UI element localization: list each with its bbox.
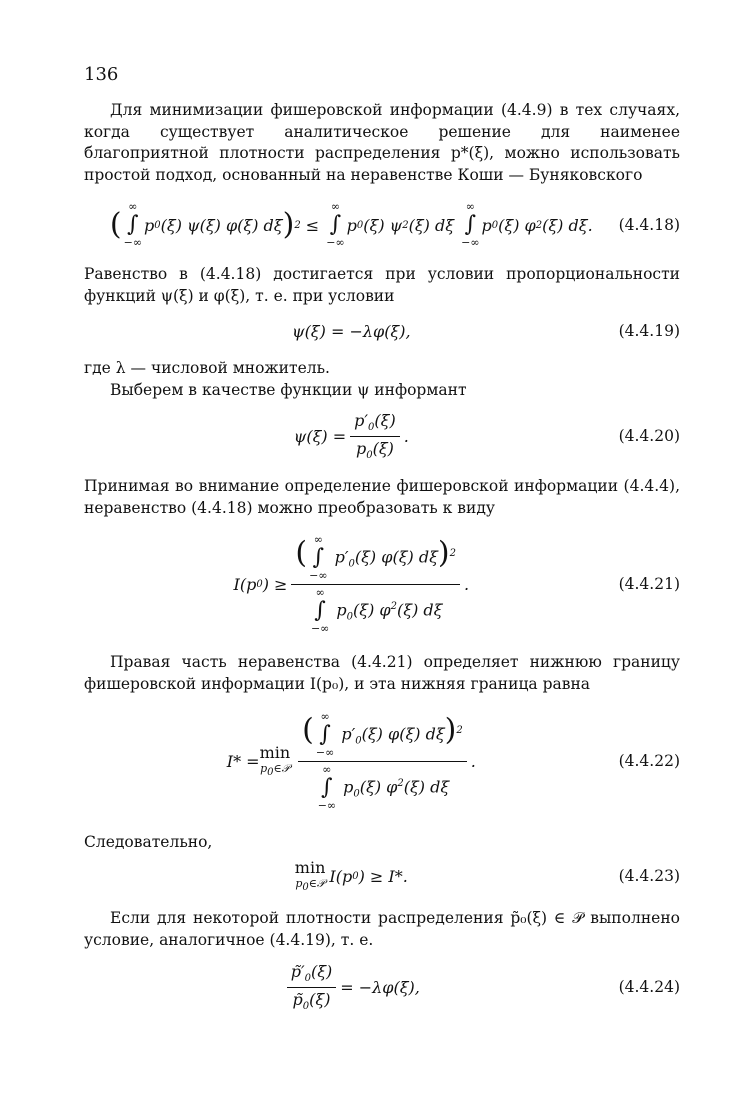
equation-4-4-22 (84, 706, 680, 816)
equation-4-4-20 (84, 410, 680, 462)
paragraph-condition: Если для некоторой плотности распределения p̃₀(ξ) ∈ 𝒫 выполнено условие, аналогичное (4.4.19), т. е. (84, 909, 680, 949)
paragraph-intro: Для минимизации фишеровской информации (4.4.9) в тех случаях, когда существует аналитическое решение для наименее благоприятной плотности распределения p*(ξ), можно использовать простой подход, основанный на неравенстве Коши — Буняковского (84, 101, 680, 184)
equation-body: I* = min $p_0\in 𝒫$ ( ∞ ∫ −∞ $p'_0(\xi)$ φ(ξ) dξ)$^2$ ∞ ∫ −∞ $p_0(\xi)$ $\varphi^2(\xi)$ dξ . (226, 709, 476, 812)
equation-4-4-19 (84, 316, 680, 346)
equation-body: I(p 0 ) ≥ ( ∞ ∫ −∞ $p'_0(\xi)$ φ(ξ) dξ)$^2$ ∞ ∫ −∞ $p_0(\xi)$ $\varphi^2(\xi)$ dξ . (233, 532, 470, 635)
equation-label: (4.4.18) (618, 216, 680, 234)
equation-body: ( ∞ ∫ −∞ p 0 (ξ) ψ(ξ) φ(ξ) dξ ) 2 ≤ ∞ ∫ −∞ p 0 (ξ) ψ 2 (ξ) dξ ∞ ∫ −∞ p 0 (ξ) φ 2 (ξ) dξ. (109, 200, 593, 249)
equation-label: (4.4.23) (618, 867, 680, 885)
equation-label: (4.4.24) (618, 978, 680, 996)
paragraph-multiplier: где λ — числовой множитель. (84, 359, 330, 377)
equation-4-4-18 (84, 198, 680, 252)
equation-label: (4.4.20) (618, 427, 680, 445)
paragraph-equality: Равенство в (4.4.18) достигается при условии пропорциональности функций ψ(ξ) и φ(ξ), т. е. при условии (84, 265, 680, 305)
equation-label: (4.4.21) (618, 575, 680, 593)
equation-body: $\frac{p̃'_0(\xi)}{p̃_0(\xi)}$ = −λφ(ξ), (84, 962, 619, 1011)
paragraph-therefore: Следовательно, (84, 833, 213, 851)
equation-body: ψ(ξ) = $\frac{p'_0(\xi)}{p_0(\xi)}$ . (293, 411, 409, 461)
equation-4-4-21 (84, 530, 680, 638)
paragraph-bound: Правая часть неравенства (4.4.21) определяет нижнюю границу фишеровской информации I(p₀), и эта нижняя граница равна (84, 653, 680, 693)
page-number: 136 (84, 64, 119, 85)
equation-body: ψ(ξ) = −λφ(ξ), (292, 321, 411, 341)
equation-label: (4.4.19) (618, 322, 680, 340)
paragraph-transform: Принимая во внимание определение фишеровской информации (4.4.4), неравенство (4.4.18) можно преобразовать к виду (84, 477, 680, 517)
paragraph-choose: Выберем в качестве функции ψ информант (110, 381, 467, 399)
equation-body: min $p_0\in 𝒫$ I(p 0 ) ≥ I*. (294, 858, 408, 894)
equation-4-4-24 (84, 958, 680, 1016)
equation-label: (4.4.22) (618, 752, 680, 770)
equation-4-4-23 (84, 856, 680, 896)
